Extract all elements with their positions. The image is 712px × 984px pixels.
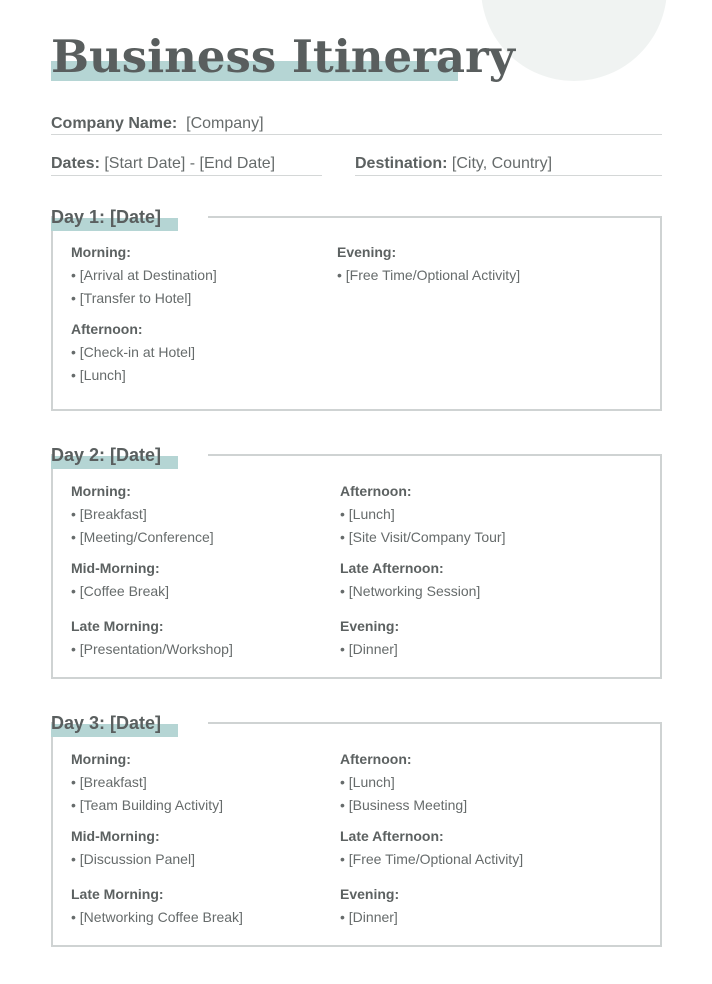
list-item: • [Dinner] [340, 641, 398, 657]
day-2-title: Day 2: [Date] [51, 445, 162, 465]
list-item: • [Lunch] [71, 367, 126, 383]
segment-label: Evening: [337, 244, 397, 260]
company-label: Company Name: [51, 115, 178, 132]
segment-label: Late Morning: [71, 618, 164, 634]
day-1-heading [51, 206, 161, 228]
list-item: • [Networking Coffee Break] [71, 909, 243, 925]
list-item: • [Lunch] [340, 506, 395, 522]
day-1-evening [337, 243, 520, 289]
day-2-late-morning [71, 617, 233, 663]
segment-label: Evening: [340, 886, 400, 902]
day-2-box-topline [208, 454, 662, 456]
day-1-title: Day 1: [Date] [51, 207, 162, 227]
destination-rule [355, 175, 662, 176]
list-item: • [Networking Session] [340, 583, 481, 599]
company-field[interactable] [51, 114, 264, 134]
segment-label: Morning: [71, 751, 131, 767]
list-item: • [Coffee Break] [71, 583, 170, 599]
day-2-mid-morning [71, 559, 169, 605]
dates-rule [51, 175, 322, 176]
list-item: • [Lunch] [340, 774, 395, 790]
destination-field[interactable] [355, 154, 552, 174]
list-item: • [Breakfast] [71, 774, 147, 790]
list-item: • [Free Time/Optional Activity] [337, 267, 521, 283]
segment-label: Morning: [71, 483, 131, 499]
segment-label: Afternoon: [71, 321, 143, 337]
segment-label: Late Afternoon: [340, 560, 444, 576]
page-title: Business Itinerary [51, 30, 515, 83]
list-item: • [Site Visit/Company Tour] [340, 529, 506, 545]
list-item: • [Business Meeting] [340, 797, 468, 813]
segment-label: Afternoon: [340, 751, 412, 767]
company-value: [Company] [186, 115, 264, 132]
list-item: • [Transfer to Hotel] [71, 290, 192, 306]
segment-label: Mid-Morning: [71, 560, 160, 576]
day-1-afternoon [71, 320, 195, 389]
list-item: • [Meeting/Conference] [71, 529, 214, 545]
segment-label: Morning: [71, 244, 131, 260]
day-3-evening [340, 885, 399, 931]
day-1-morning [71, 243, 217, 312]
company-rule [51, 134, 662, 135]
destination-label: Destination: [355, 155, 448, 172]
title-block [51, 28, 515, 86]
day-2-afternoon [340, 482, 505, 551]
day-3-morning [71, 750, 223, 819]
list-item: • [Arrival at Destination] [71, 267, 217, 283]
day-3-afternoon [340, 750, 467, 819]
dates-field[interactable] [51, 154, 275, 174]
segment-label: Evening: [340, 618, 400, 634]
list-item: • [Presentation/Workshop] [71, 641, 233, 657]
segment-label: Late Afternoon: [340, 828, 444, 844]
day-3-title: Day 3: [Date] [51, 713, 162, 733]
day-1-box-topline [208, 216, 662, 218]
list-item: • [Check-in at Hotel] [71, 344, 195, 360]
day-3-late-morning [71, 885, 243, 931]
destination-value: [City, Country] [451, 155, 553, 172]
day-3-late-afternoon [340, 827, 523, 873]
list-item: • [Team Building Activity] [71, 797, 223, 813]
day-2-heading [51, 444, 161, 466]
list-item: • [Free Time/Optional Activity] [340, 851, 524, 867]
day-2-late-afternoon [340, 559, 480, 605]
list-item: • [Breakfast] [71, 506, 147, 522]
day-2-evening [340, 617, 399, 663]
list-item: • [Discussion Panel] [71, 851, 195, 867]
dates-value: [Start Date] - [End Date] [104, 155, 276, 172]
list-item: • [Dinner] [340, 909, 398, 925]
dates-label: Dates: [51, 155, 100, 172]
day-3-heading [51, 712, 161, 734]
segment-label: Afternoon: [340, 483, 412, 499]
day-3-box-topline [208, 722, 662, 724]
segment-label: Late Morning: [71, 886, 164, 902]
segment-label: Mid-Morning: [71, 828, 160, 844]
day-3-mid-morning [71, 827, 195, 873]
day-2-morning [71, 482, 214, 551]
